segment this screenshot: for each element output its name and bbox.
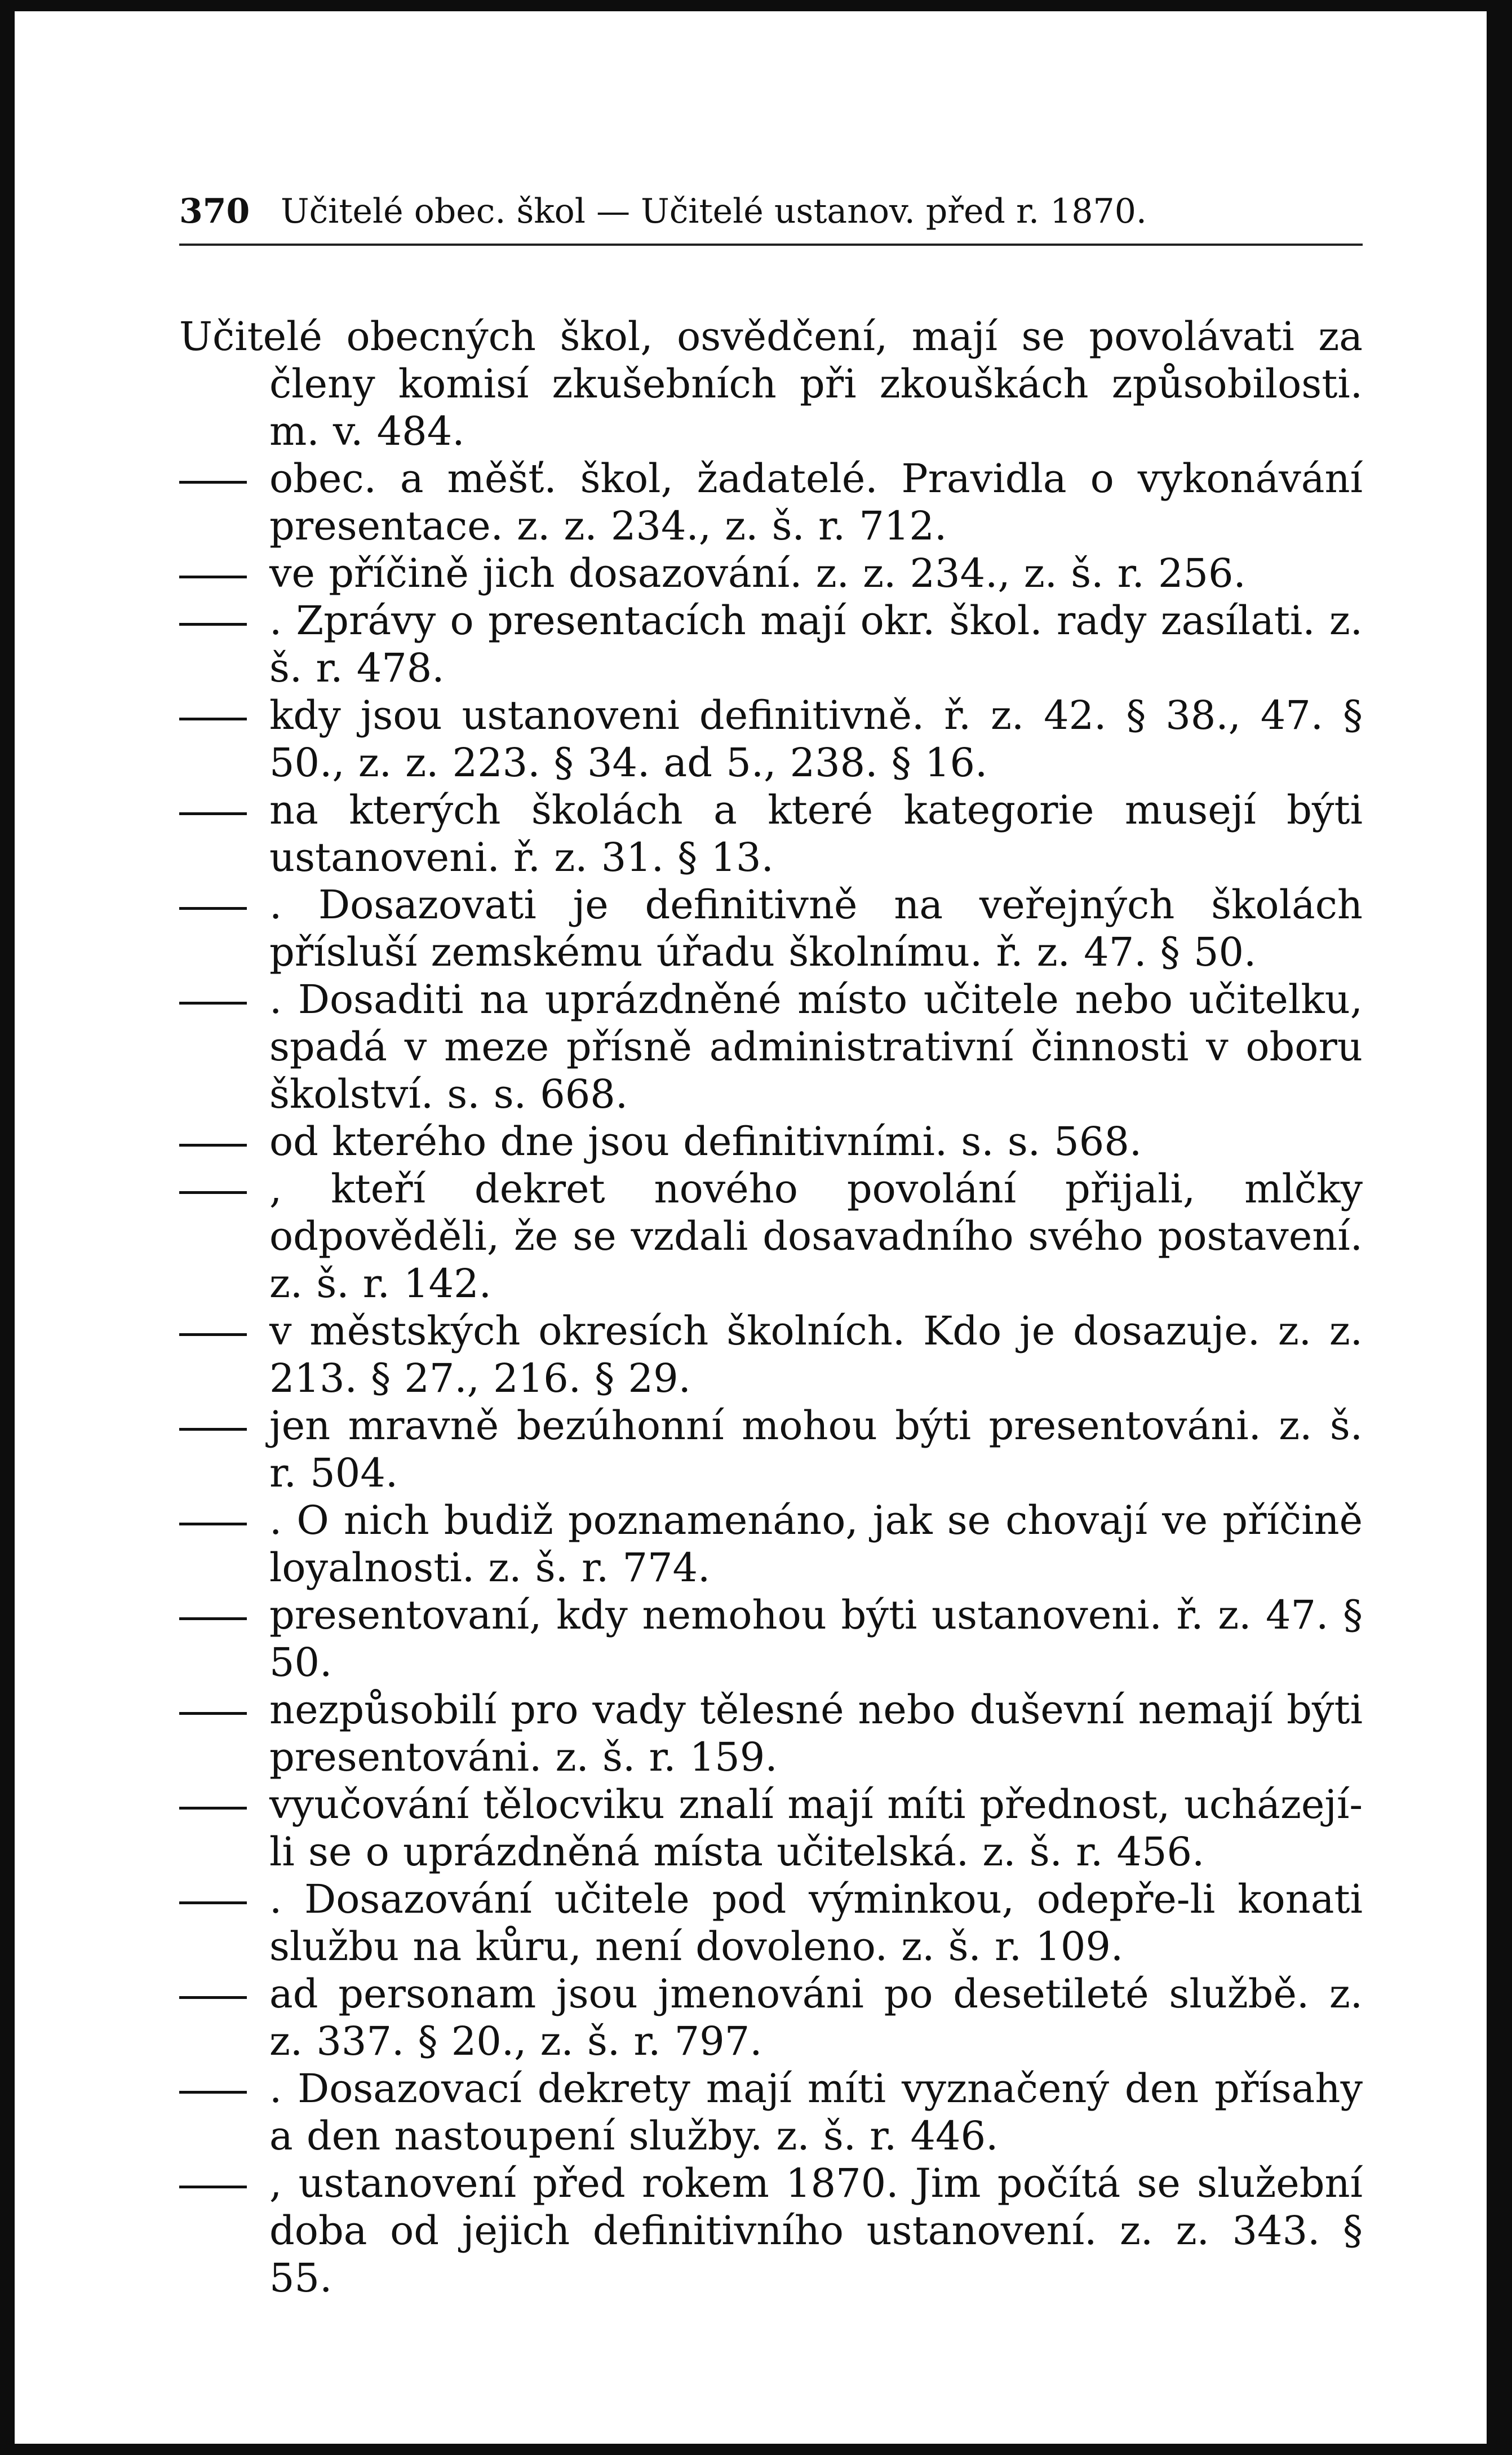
dash-marker xyxy=(179,2091,247,2094)
entry-text: . Dosazování učitele pod výminkou, odepře-li konati službu na kůru, není dovoleno. z. š. r. 109. xyxy=(269,1876,1363,1970)
entry-text: ve příčině jich dosazování. z. z. 234., z. š. r. 256. xyxy=(269,550,1246,596)
dash-marker xyxy=(179,576,247,578)
index-entries xyxy=(179,313,1363,2302)
entry-text: vyučování tělocviku znalí mají míti přednost, ucházejí-li se o uprázdněná místa učitelská. z. š. r. 456. xyxy=(269,1781,1363,1875)
index-entry xyxy=(179,2160,1363,2302)
entry-text: . Zprávy o presentacích mají okr. škol. rady zasílati. z. š. r. 478. xyxy=(269,598,1363,691)
dash-marker xyxy=(179,907,247,910)
index-entry xyxy=(179,692,1363,786)
index-entry xyxy=(179,2065,1363,2160)
dash-marker xyxy=(179,718,247,720)
index-entry xyxy=(179,786,1363,881)
dash-marker xyxy=(179,2186,247,2188)
index-entry xyxy=(179,1307,1363,1402)
entry-text: v městských okresích školních. Kdo je dosazuje. z. z. 213. § 27., 216. § 29. xyxy=(269,1308,1363,1401)
index-entry xyxy=(179,550,1363,597)
entry-text: , ustanovení před rokem 1870. Jim počítá se služební doba od jejich definitivního ustanovení. z. z. 343. § 55. xyxy=(269,2160,1363,2301)
entry-text: kdy jsou ustanoveni definitivně. ř. z. 42. § 38., 47. § 50., z. z. 223. § 34. ad 5., 238. § 16. xyxy=(269,692,1363,786)
index-entry xyxy=(179,1402,1363,1497)
dash-marker xyxy=(179,812,247,815)
entry-text: . Dosaditi na uprázdněné místo učitele nebo učitelku, spadá v meze přísně administrativní činnosti v oboru školství. s. s. 668. xyxy=(269,976,1363,1117)
index-entry xyxy=(179,1970,1363,2065)
entry-text: Učitelé obecných škol, osvědčení, mají se povolávati za členy komisí zkušebních při zkouškách způsobilosti. m. v. 484. xyxy=(179,313,1363,454)
index-entry xyxy=(179,455,1363,550)
entry-text: , kteří dekret nového povolání přijali, mlčky odpověděli, že se vzdali dosavadního svého postavení. z. š. r. 142. xyxy=(269,1166,1363,1307)
entry-text: . Dosazovati je definitivně na veřejných školách přísluší zemskému úřadu školnímu. ř. z. 47. § 50. xyxy=(269,882,1363,975)
index-entry xyxy=(179,1118,1363,1165)
dash-marker xyxy=(179,1996,247,1999)
book-page xyxy=(15,11,1487,2444)
index-entry xyxy=(179,597,1363,692)
dash-marker xyxy=(179,1712,247,1715)
dash-marker xyxy=(179,1333,247,1336)
entry-text: presentovaní, kdy nemohou býti ustanoveni. ř. z. 47. § 50. xyxy=(269,1592,1363,1686)
dash-marker xyxy=(179,1807,247,1810)
dash-marker xyxy=(179,1002,247,1005)
entry-text: . Dosazovací dekrety mají míti vyznačený den přísahy a den nastoupení služby. z. š. r. 446. xyxy=(269,2065,1363,2159)
index-entry xyxy=(179,1781,1363,1875)
index-entry xyxy=(179,313,1363,455)
index-entry xyxy=(179,1497,1363,1591)
index-entry xyxy=(179,1591,1363,1686)
entry-text: na kterých školách a které kategorie musejí býti ustanoveni. ř. z. 31. § 13. xyxy=(269,787,1363,881)
index-entry xyxy=(179,976,1363,1118)
entry-text: jen mravně bezúhonní mohou býti presentováni. z. š. r. 504. xyxy=(269,1403,1363,1496)
dash-marker xyxy=(179,1523,247,1525)
index-entry xyxy=(179,881,1363,976)
page-number: 370 xyxy=(179,192,250,231)
dash-marker xyxy=(179,1191,247,1194)
index-entry xyxy=(179,1686,1363,1781)
dash-marker xyxy=(179,1144,247,1147)
entry-text: . O nich budiž poznamenáno, jak se chovají ve příčině loyalnosti. z. š. r. 774. xyxy=(269,1497,1363,1591)
dash-marker xyxy=(179,623,247,626)
dash-marker xyxy=(179,1901,247,1904)
header-rule xyxy=(179,244,1363,246)
index-entry xyxy=(179,1875,1363,1970)
entry-text: ad personam jsou jmenováni po desetileté službě. z. z. 337. § 20., z. š. r. 797. xyxy=(269,1971,1363,2064)
entry-text: od kterého dne jsou definitivními. s. s. 568. xyxy=(269,1118,1142,1165)
dash-marker xyxy=(179,1617,247,1620)
dash-marker xyxy=(179,481,247,484)
entry-text: nezpůsobilí pro vady tělesné nebo duševní nemají býti presentováni. z. š. r. 159. xyxy=(269,1687,1363,1780)
index-entry xyxy=(179,1165,1363,1307)
page-header xyxy=(179,186,1363,237)
dash-marker xyxy=(179,1428,247,1431)
entry-text: obec. a měšť. škol, žadatelé. Pravidla o vykonávání presentace. z. z. 234., z. š. r. 712. xyxy=(269,455,1363,549)
running-head: Učitelé obec. škol — Učitelé ustanov. před r. 1870. xyxy=(281,192,1147,231)
